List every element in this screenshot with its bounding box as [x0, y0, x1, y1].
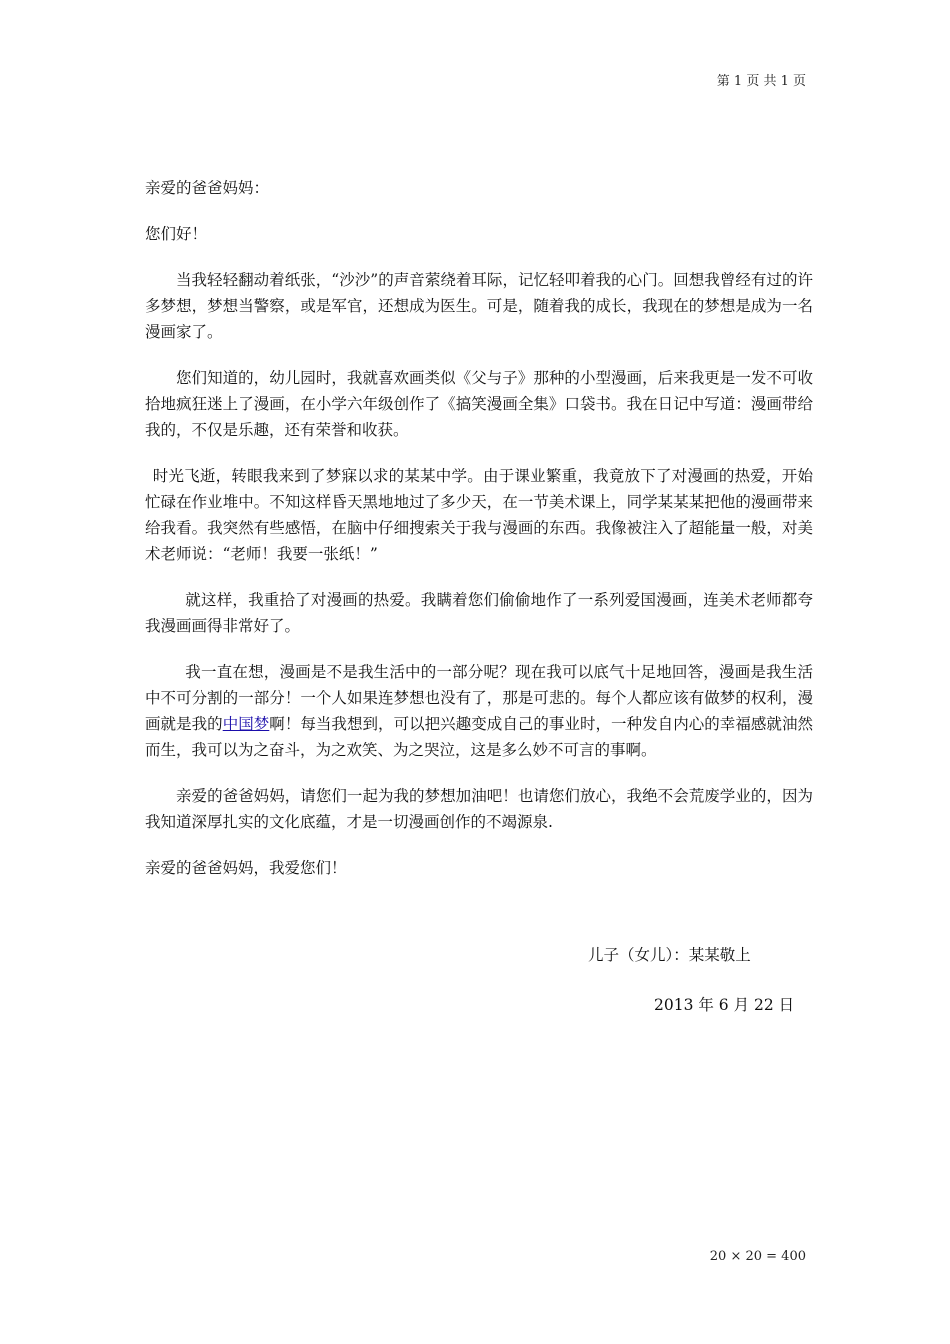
china-dream-link[interactable]: 中国梦 — [222, 715, 270, 733]
letter-salutation: 亲爱的爸爸妈妈： — [145, 179, 270, 197]
paragraph-5 — [145, 659, 813, 763]
letter-signature: 儿子（女儿）：某某敬上 — [588, 946, 751, 964]
paragraph-2: 您们知道的，幼儿园时，我就喜欢画类似《父与子》那种的小型漫画，后来我更是一发不可收拾地疯狂迷上了漫画，在小学六年级创作了《搞笑漫画全集》口袋书。我在日记中写道：漫画带给我的，不仅是乐趣，还有荣誉和收获。 — [145, 369, 813, 439]
paragraph-3: 时光飞逝，转眼我来到了梦寐以求的某某中学。由于课业繁重，我竟放下了对漫画的热爱，开始忙碌在作业堆中。不知这样昏天黑地地过了多少天，在一节美术课上，同学某某某把他的漫画带来给我看。我突然有些感悟，在脑中仔细搜索关于我与漫画的东西。我像被注入了超能量一般，对美术老师说：“老师！我要一张纸！” — [145, 467, 813, 563]
paragraph-4: 就这样，我重拾了对漫画的热爱。我瞒着您们偷偷地作了一系列爱国漫画，连美术老师都夸我漫画画得非常好了。 — [145, 591, 813, 635]
paragraph-1: 当我轻轻翻动着纸张，“沙沙”的声音萦绕着耳际，记忆轻叩着我的心门。回想我曾经有过的许多梦想，梦想当警察，或是军官，还想成为医生。可是，随着我的成长，我现在的梦想是成为一名漫画家了。 — [145, 271, 813, 341]
page-number-header: 第 1 页 共 1 页 — [716, 74, 806, 89]
paragraph-5-text-start: 我一直在想，漫画是不是我生活中的一部分呢？现在我可以底气十足地回答，漫画是我生活中不可分割的一部分！一个人如果连梦想也没有了，那是可悲的。每个人都应该有做梦的权利，漫画就是我的 — [145, 663, 813, 733]
letter-greeting: 您们好！ — [145, 225, 208, 243]
letter-date: 2013 年 6 月 22 日 — [654, 996, 795, 1014]
grid-note-footer: 20 × 20 = 400 — [709, 1249, 806, 1264]
paragraph-5-text-end: 啊！每当我想到，可以把兴趣变成自己的事业时，一种发自内心的幸福感就油然而生，我可以为之奋斗，为之欢笑、为之哭泣，这是多么妙不可言的事啊。 — [145, 715, 813, 759]
letter-closing: 亲爱的爸爸妈妈，我爱您们！ — [145, 859, 347, 877]
paragraph-6: 亲爱的爸爸妈妈，请您们一起为我的梦想加油吧！也请您们放心，我绝不会荒废学业的，因为我知道深厚扎实的文化底蕴，才是一切漫画创作的不竭源泉. — [145, 787, 813, 831]
letter-body — [145, 175, 813, 901]
